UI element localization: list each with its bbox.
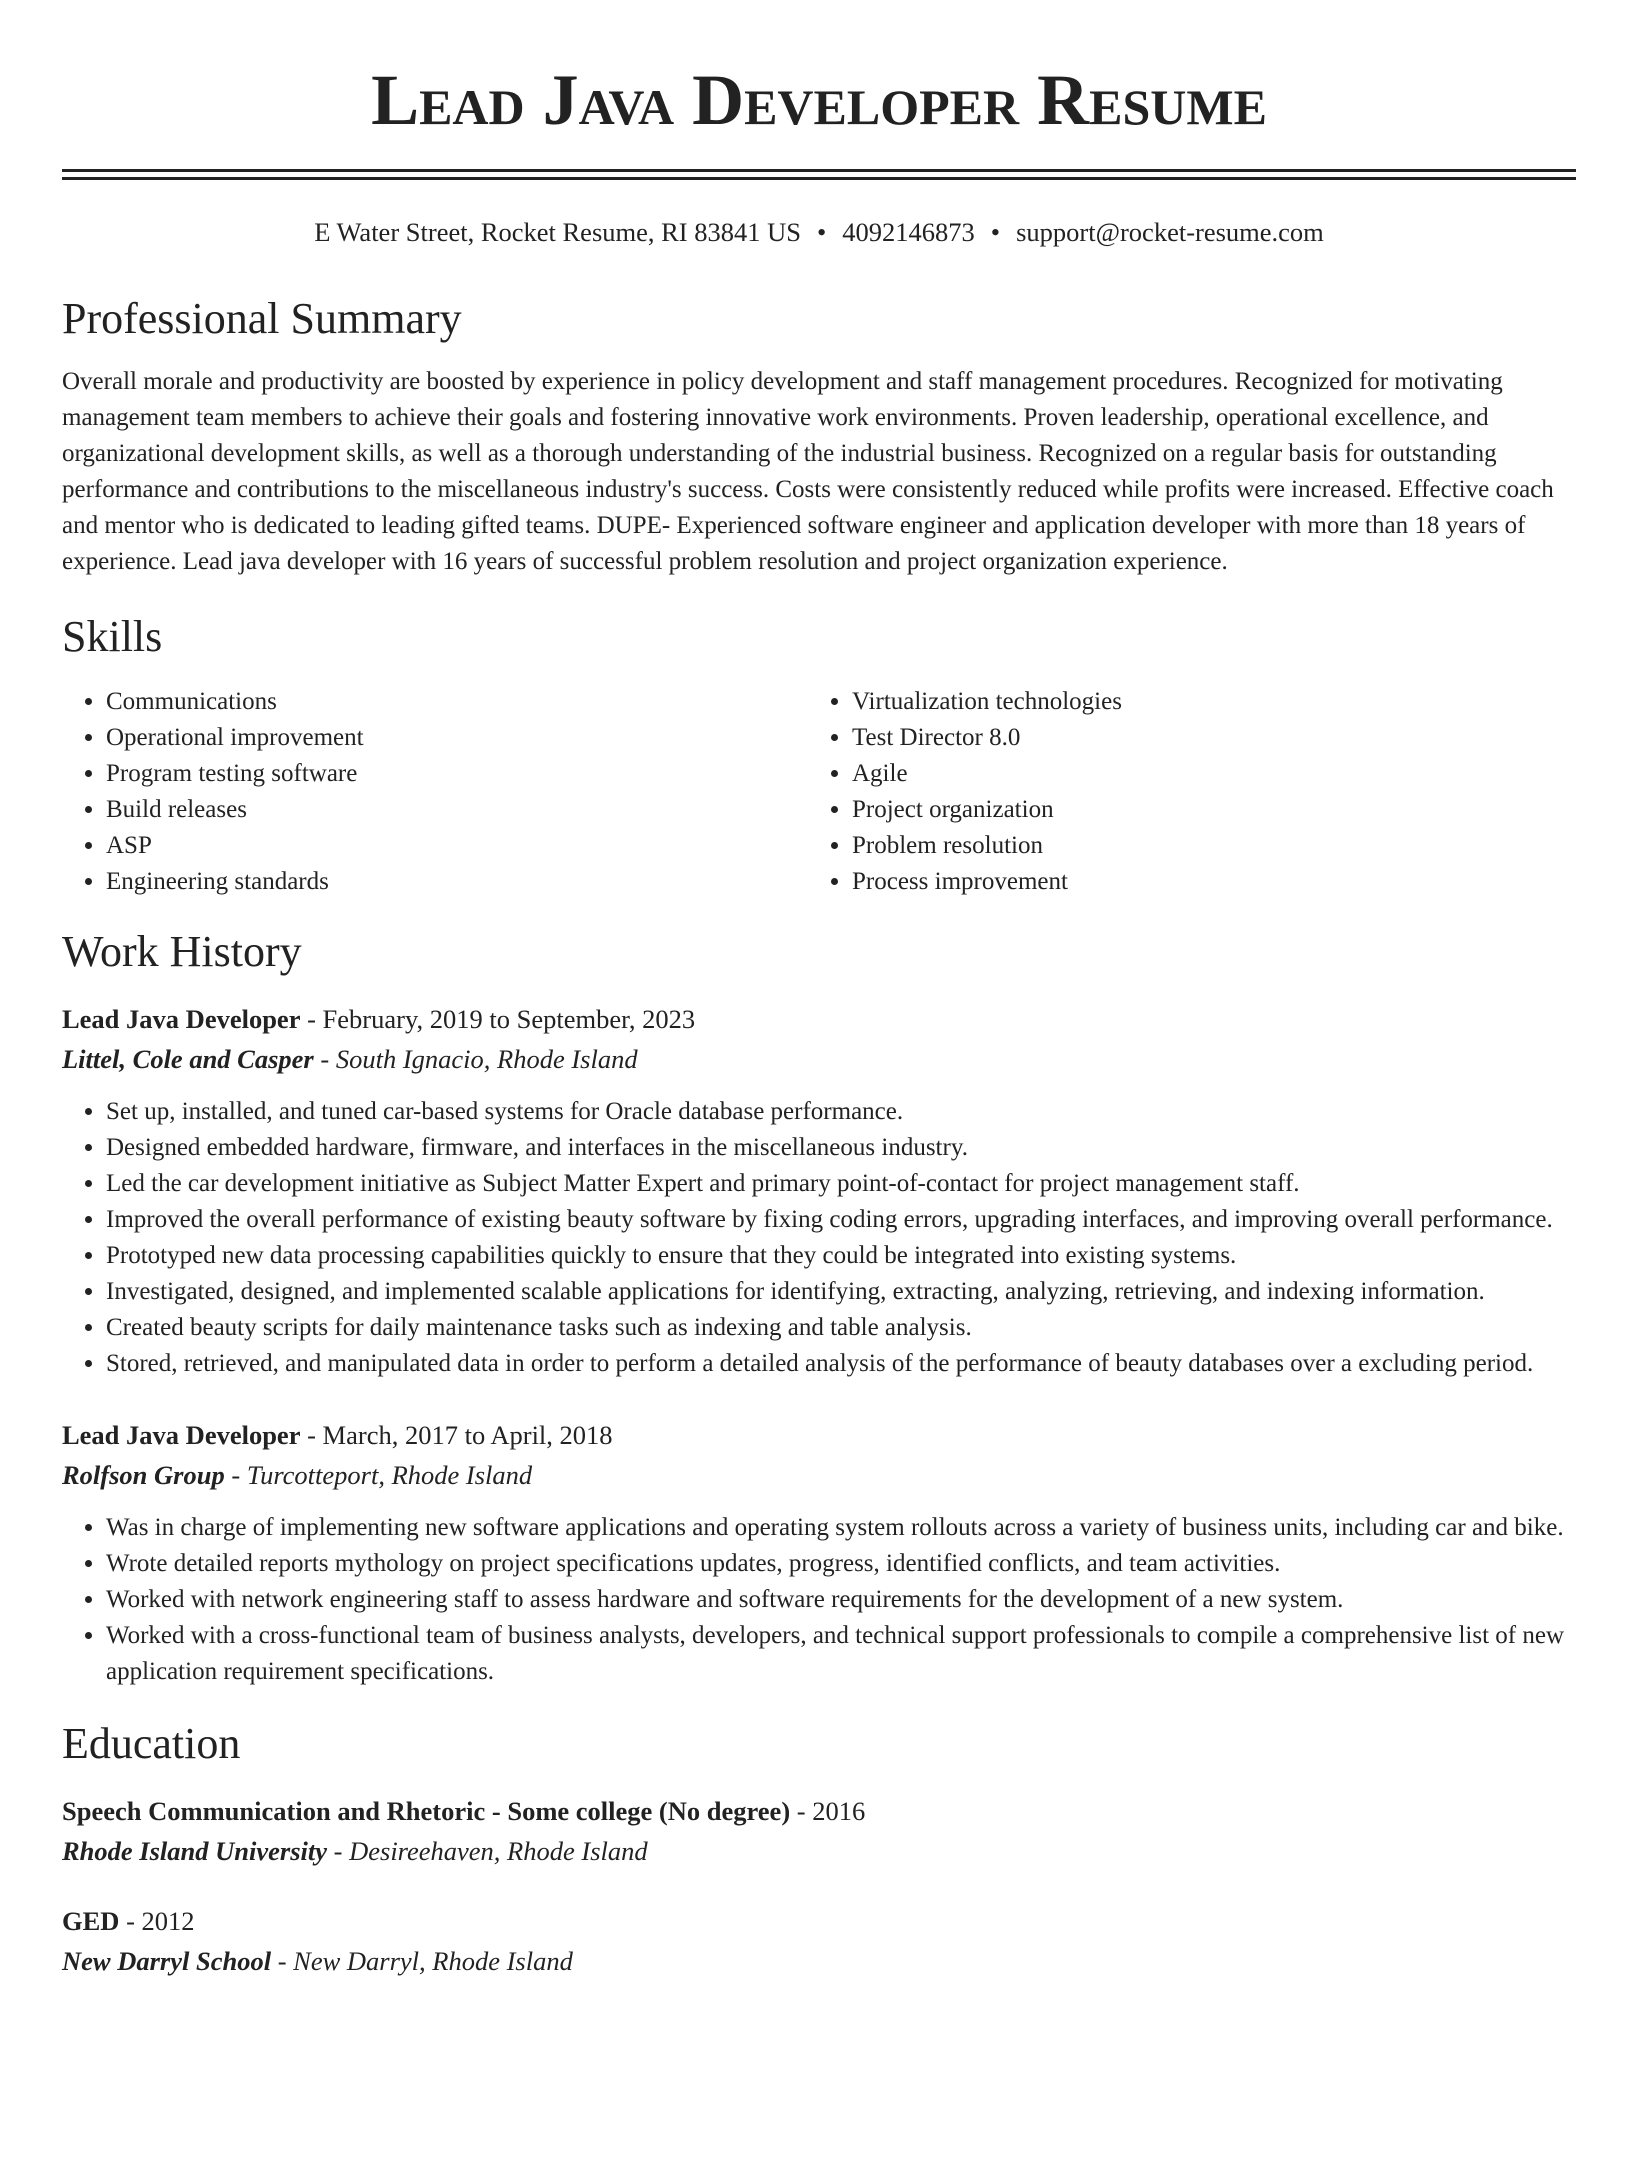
title-double-divider bbox=[62, 169, 1576, 180]
job-duty-item: • Worked with network engineering staff to assess hardware and software requirements for the development of a new system. bbox=[106, 1582, 1576, 1618]
skill-item: • Virtualization technologies bbox=[852, 684, 1576, 720]
contact-line bbox=[62, 214, 1576, 250]
contact-separator: • bbox=[990, 217, 1001, 247]
job-duty-item: • Prototyped new data processing capabilities quickly to ensure that they could be integrated into existing systems. bbox=[106, 1238, 1576, 1274]
education-entry bbox=[62, 1901, 1576, 1981]
section-heading-skills: Skills bbox=[62, 612, 163, 661]
dash-separator: - bbox=[307, 1004, 316, 1034]
job-entry bbox=[62, 999, 1576, 1382]
school-location: New Darryl, Rhode Island bbox=[293, 1946, 573, 1976]
summary-paragraph: Overall morale and productivity are boosted by experience in policy development and staff management procedures. Recognized for motivating management team members to achieve their goals and fostering innovative work environments. Proven leadership, operational excellence, and organizational development skills, as well as a thorough understanding of the industrial business. Recognized on a regular basis for outstanding performance and contributions to the miscellaneous industry's success. Costs were consistently reduced while profits were increased. Effective coach and mentor who is dedicated to leading gifted teams. DUPE- Experienced software engineer and application developer with more than 18 years of experience. Lead java developer with 16 years of successful problem resolution and project organization experience. bbox=[62, 368, 1554, 575]
school-location: Desireehaven, Rhode Island bbox=[349, 1836, 648, 1866]
skill-item: • Communications bbox=[106, 684, 808, 720]
dash-separator: - bbox=[231, 1460, 241, 1490]
contact-phone: 4092146873 bbox=[842, 217, 975, 247]
degree-line bbox=[62, 1901, 1576, 1941]
job-duty-item: • Improved the overall performance of existing beauty software by fixing coding errors, upgrading interfaces, and improving overall performance. bbox=[106, 1202, 1576, 1238]
skill-item: • Operational improvement bbox=[106, 720, 808, 756]
school-name: New Darryl School bbox=[62, 1946, 272, 1976]
skill-item: • Program testing software bbox=[106, 756, 808, 792]
job-duty-item: • Created beauty scripts for daily maintenance tasks such as indexing and table analysis. bbox=[106, 1310, 1576, 1346]
dash-separator: - bbox=[126, 1906, 135, 1936]
employer-line bbox=[62, 1455, 1576, 1495]
resume-page bbox=[0, 57, 1632, 1981]
dash-separator: - bbox=[307, 1420, 316, 1450]
job-duty-item: • Was in charge of implementing new software applications and operating system rollouts across a variety of business units, including car and bike. bbox=[106, 1510, 1576, 1546]
degree-name: Speech Communication and Rhetoric - Some college (No degree) bbox=[62, 1796, 791, 1826]
job-duty-item: • Set up, installed, and tuned car-based systems for Oracle database performance. bbox=[106, 1094, 1576, 1130]
employer-name: Littel, Cole and Casper bbox=[62, 1044, 314, 1074]
job-duty-item: • Investigated, designed, and implemented scalable applications for identifying, extracting, analyzing, retrieving, and indexing information. bbox=[106, 1274, 1576, 1310]
job-title: Lead Java Developer bbox=[62, 1420, 301, 1450]
skill-item: • Process improvement bbox=[852, 864, 1576, 900]
skill-item: • ASP bbox=[106, 828, 808, 864]
job-duty-item: • Stored, retrieved, and manipulated data in order to perform a detailed analysis of the performance of beauty databases over a excluding period. bbox=[106, 1346, 1576, 1382]
section-heading-education: Education bbox=[62, 1719, 241, 1768]
education-entry bbox=[62, 1791, 1576, 1871]
skills-column-right bbox=[808, 684, 1576, 900]
employer-name: Rolfson Group bbox=[62, 1460, 225, 1490]
work-history-section bbox=[62, 925, 1576, 1690]
employer-line bbox=[62, 1039, 1576, 1079]
dash-separator: - bbox=[277, 1946, 287, 1976]
section-heading-work-history: Work History bbox=[62, 927, 302, 976]
contact-address: E Water Street, Rocket Resume, RI 83841 US bbox=[314, 217, 802, 247]
job-dates: March, 2017 to April, 2018 bbox=[322, 1420, 613, 1450]
section-heading-summary: Professional Summary bbox=[62, 294, 462, 343]
school-line bbox=[62, 1941, 1576, 1981]
school-line bbox=[62, 1831, 1576, 1871]
job-title-line bbox=[62, 999, 1576, 1039]
degree-name: GED bbox=[62, 1906, 120, 1936]
job-dates: February, 2019 to September, 2023 bbox=[322, 1004, 696, 1034]
job-title: Lead Java Developer bbox=[62, 1004, 301, 1034]
skill-item: • Problem resolution bbox=[852, 828, 1576, 864]
employer-location: Turcotteport, Rhode Island bbox=[246, 1460, 533, 1490]
job-duty-item: • Wrote detailed reports mythology on project specifications updates, progress, identified conflicts, and team activities. bbox=[106, 1546, 1576, 1582]
job-duties-list bbox=[62, 1094, 1576, 1382]
skill-item: • Agile bbox=[852, 756, 1576, 792]
dash-separator: - bbox=[320, 1044, 330, 1074]
skill-item: • Engineering standards bbox=[106, 864, 808, 900]
job-title-line bbox=[62, 1415, 1576, 1455]
dash-separator: - bbox=[333, 1836, 343, 1866]
resume-title: Lead Java Developer Resume bbox=[371, 60, 1267, 140]
degree-line bbox=[62, 1791, 1576, 1831]
professional-summary-section bbox=[62, 292, 1576, 580]
skill-item: • Build releases bbox=[106, 792, 808, 828]
job-duty-item: • Designed embedded hardware, firmware, and interfaces in the miscellaneous industry. bbox=[106, 1130, 1576, 1166]
job-duty-item: • Worked with a cross-functional team of business analysts, developers, and technical support professionals to compile a comprehensive list of new application requirement specifications. bbox=[106, 1618, 1576, 1690]
job-duties-list bbox=[62, 1510, 1576, 1690]
skill-item: • Test Director 8.0 bbox=[852, 720, 1576, 756]
skills-section bbox=[62, 610, 1576, 900]
skill-item: • Project organization bbox=[852, 792, 1576, 828]
school-name: Rhode Island University bbox=[62, 1836, 328, 1866]
job-duty-item: • Led the car development initiative as Subject Matter Expert and primary point-of-contact for project management staff. bbox=[106, 1166, 1576, 1202]
employer-location: South Ignacio, Rhode Island bbox=[335, 1044, 638, 1074]
dash-separator: - bbox=[796, 1796, 806, 1826]
graduation-year: 2012 bbox=[141, 1906, 195, 1936]
graduation-year: 2016 bbox=[812, 1796, 866, 1826]
skills-list bbox=[62, 684, 1576, 900]
job-entry bbox=[62, 1415, 1576, 1690]
contact-separator: • bbox=[817, 217, 827, 247]
education-section bbox=[62, 1717, 1576, 1981]
skills-column-left bbox=[62, 684, 808, 900]
contact-email: support@rocket-resume.com bbox=[1016, 217, 1324, 247]
